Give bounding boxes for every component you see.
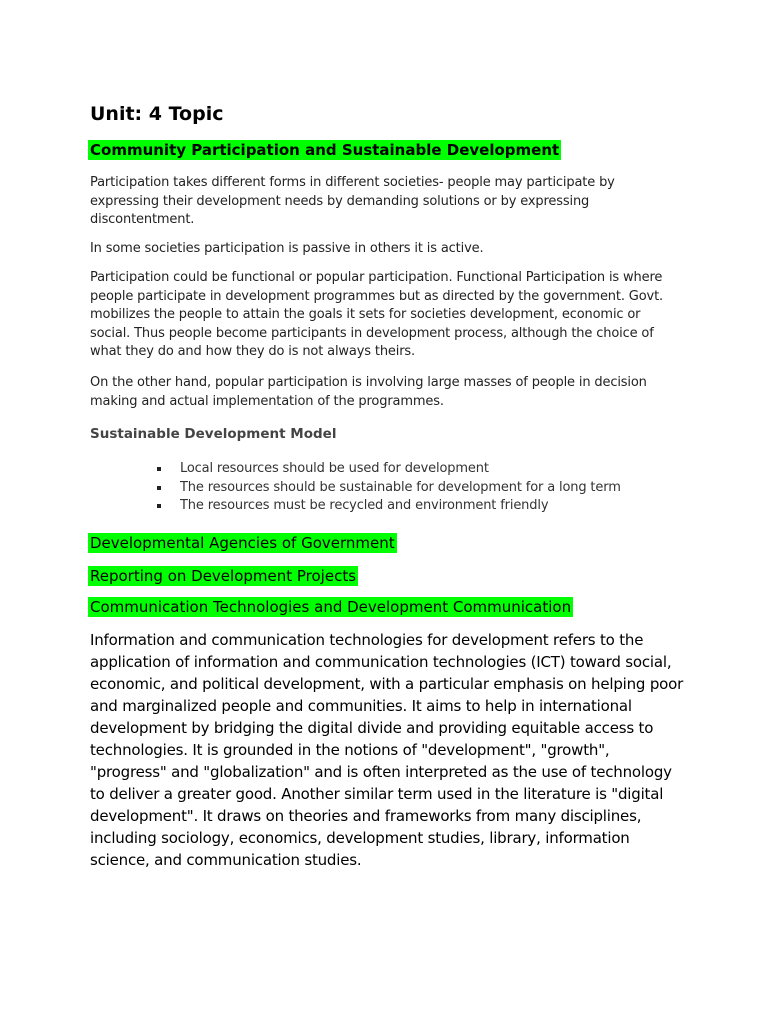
sustainable-bullet-list [155, 460, 621, 516]
ict-paragraph: Information and communication technologies for development refers to the application of information and communication technologies (ICT) toward social, economic, and political development, with a particular emphasis on helping poor and marginalized people and communities. It aims to help in international development by bridging the digital divide and providing equitable access to technologies. It is grounded in the notions of "development", "growth", "progress" and "globalization" and is often interpreted as the use of technology to deliver a greater good. Another similar term used in the literature is "digital development". It draws on theories and frameworks from many disciplines, including sociology, economics, development studies, library, information science, and communication studies. [90, 631, 684, 869]
bullet-text: Local resources should be used for development [180, 461, 489, 476]
heading-developmental-agencies [88, 533, 397, 553]
paragraph-forms: Participation takes different forms in different societies- people may participate by expressing their development needs by demanding solutions or by expressing discontentment. [90, 175, 615, 228]
square-bullet-icon [157, 467, 161, 471]
bullet-item [155, 497, 621, 516]
heading-developmental-agencies-text: Developmental Agencies of Government [90, 534, 395, 552]
paragraph-passive-active: In some societies participation is passive in others it is active. [90, 241, 484, 256]
square-bullet-icon [157, 486, 161, 490]
heading-reporting [88, 566, 358, 586]
paragraph-popular-participation: On the other hand, popular participation is involving large masses of people in decision making and actual implementation of the programmes. [90, 375, 647, 409]
heading-communication-technologies-text: Communication Technologies and Development Communication [90, 598, 572, 616]
bullet-item [155, 479, 621, 498]
heading-communication-technologies [88, 597, 573, 617]
sustainable-development-model-heading: Sustainable Development Model [90, 426, 337, 442]
bullet-text: The resources must be recycled and environment friendly [180, 498, 549, 513]
bullet-item [155, 460, 621, 479]
unit-title: Unit: 4 Topic [90, 103, 224, 125]
bullet-text: The resources should be sustainable for development for a long term [180, 479, 621, 495]
heading-reporting-text: Reporting on Development Projects [90, 567, 357, 585]
paragraph-functional-popular: Participation could be functional or popular participation. Functional Participation is where people participate in development programmes but as directed by the government. Govt. mobilizes the people to attain the goals it sets for societies development, economic or social. Thus people become participants in development process, although the choice of what they do and how they do is not always theirs. [90, 270, 664, 360]
square-bullet-icon [157, 504, 161, 508]
heading-community-participation-text: Community Participation and Sustainable Development [90, 141, 560, 159]
heading-community-participation [88, 140, 561, 160]
